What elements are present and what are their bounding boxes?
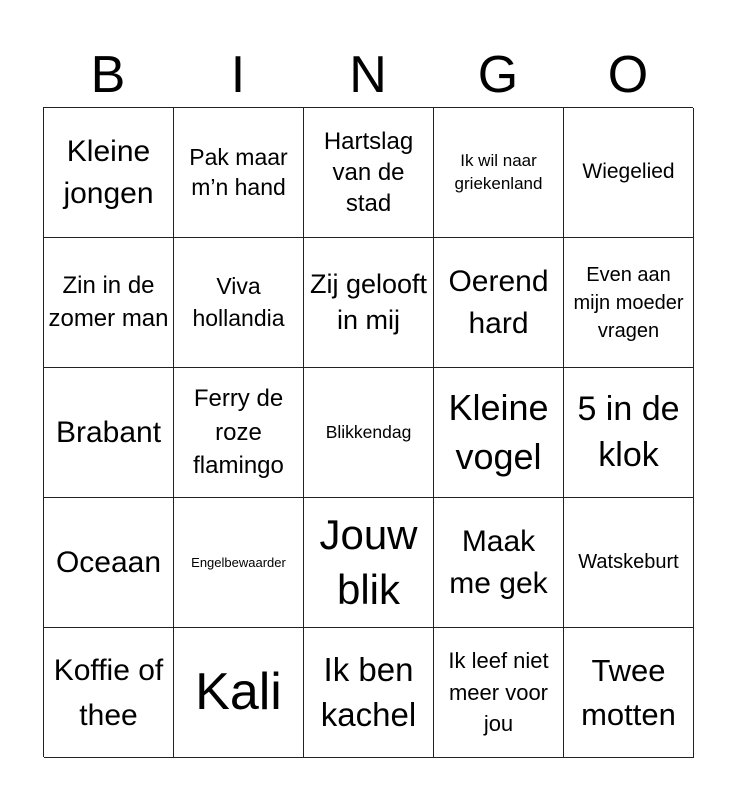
cell-label: Watskeburt [578,551,679,573]
bingo-cell[interactable] [174,628,304,758]
bingo-cell[interactable] [174,368,304,498]
bingo-cell[interactable] [304,108,434,238]
bingo-cell[interactable] [304,628,434,758]
header-letter-g: G [477,46,519,104]
bingo-cell[interactable] [434,108,564,238]
bingo-cell[interactable] [434,238,564,368]
cell-label: Ik wil naar griekenland [454,151,543,193]
cell-label: Ferry de roze flamingo [193,385,284,480]
header-letter-o: O [607,46,649,104]
cell-label: Zin in de zomer man [48,272,169,332]
cell-label: Ik leef niet meer voor jou [448,647,549,737]
cell-label: Oceaan [55,545,162,579]
cell-label: 5 in de klok [577,389,680,474]
bingo-board [43,107,693,757]
bingo-cell[interactable] [564,108,694,238]
bingo-cell[interactable] [304,368,434,498]
bingo-cell[interactable] [564,238,694,368]
bingo-cell[interactable] [304,238,434,368]
cell-label: Twee motten [581,653,676,732]
header-letter-b: B [90,46,126,104]
bingo-cell[interactable] [304,498,434,628]
bingo-cell[interactable] [564,628,694,758]
cell-label: Kali [195,663,282,722]
cell-label: Blikkendag [325,422,412,443]
cell-label: Wiegelied [582,160,675,184]
header-letter-n: N [349,46,387,104]
cell-label: Kleine jongen [63,134,154,210]
bingo-cell[interactable] [434,368,564,498]
bingo-cell[interactable] [434,628,564,758]
bingo-cell[interactable] [44,498,174,628]
header-letter-i: I [230,46,246,104]
bingo-cell[interactable] [44,238,174,368]
bingo-cell[interactable] [44,108,174,238]
cell-label: Hartslag van de stad [323,127,414,218]
bingo-cell[interactable] [434,498,564,628]
bingo-cell[interactable] [44,368,174,498]
bingo-cell[interactable] [44,628,174,758]
cell-label: Pak maar m’n hand [189,143,288,200]
cell-label: Koffie of thee [53,653,164,732]
cell-label: Zij gelooft in mij [309,269,428,335]
cell-label: Even aan mijn moeder vragen [573,263,684,342]
cell-label: Engelbewaarder [191,554,286,570]
bingo-cell[interactable] [174,108,304,238]
cell-label: Oerend hard [448,264,549,340]
cell-label: Maak me gek [449,524,548,600]
bingo-cell[interactable] [174,498,304,628]
cell-label: Ik ben kachel [320,650,417,733]
bingo-cell[interactable] [174,238,304,368]
bingo-cell[interactable] [564,368,694,498]
cell-label: Viva hollandia [192,273,285,331]
bingo-cell[interactable] [564,498,694,628]
cell-label: Brabant [55,415,162,449]
cell-label: Jouw blik [319,510,418,613]
bingo-header [43,42,693,108]
cell-label: Kleine vogel [448,386,549,477]
